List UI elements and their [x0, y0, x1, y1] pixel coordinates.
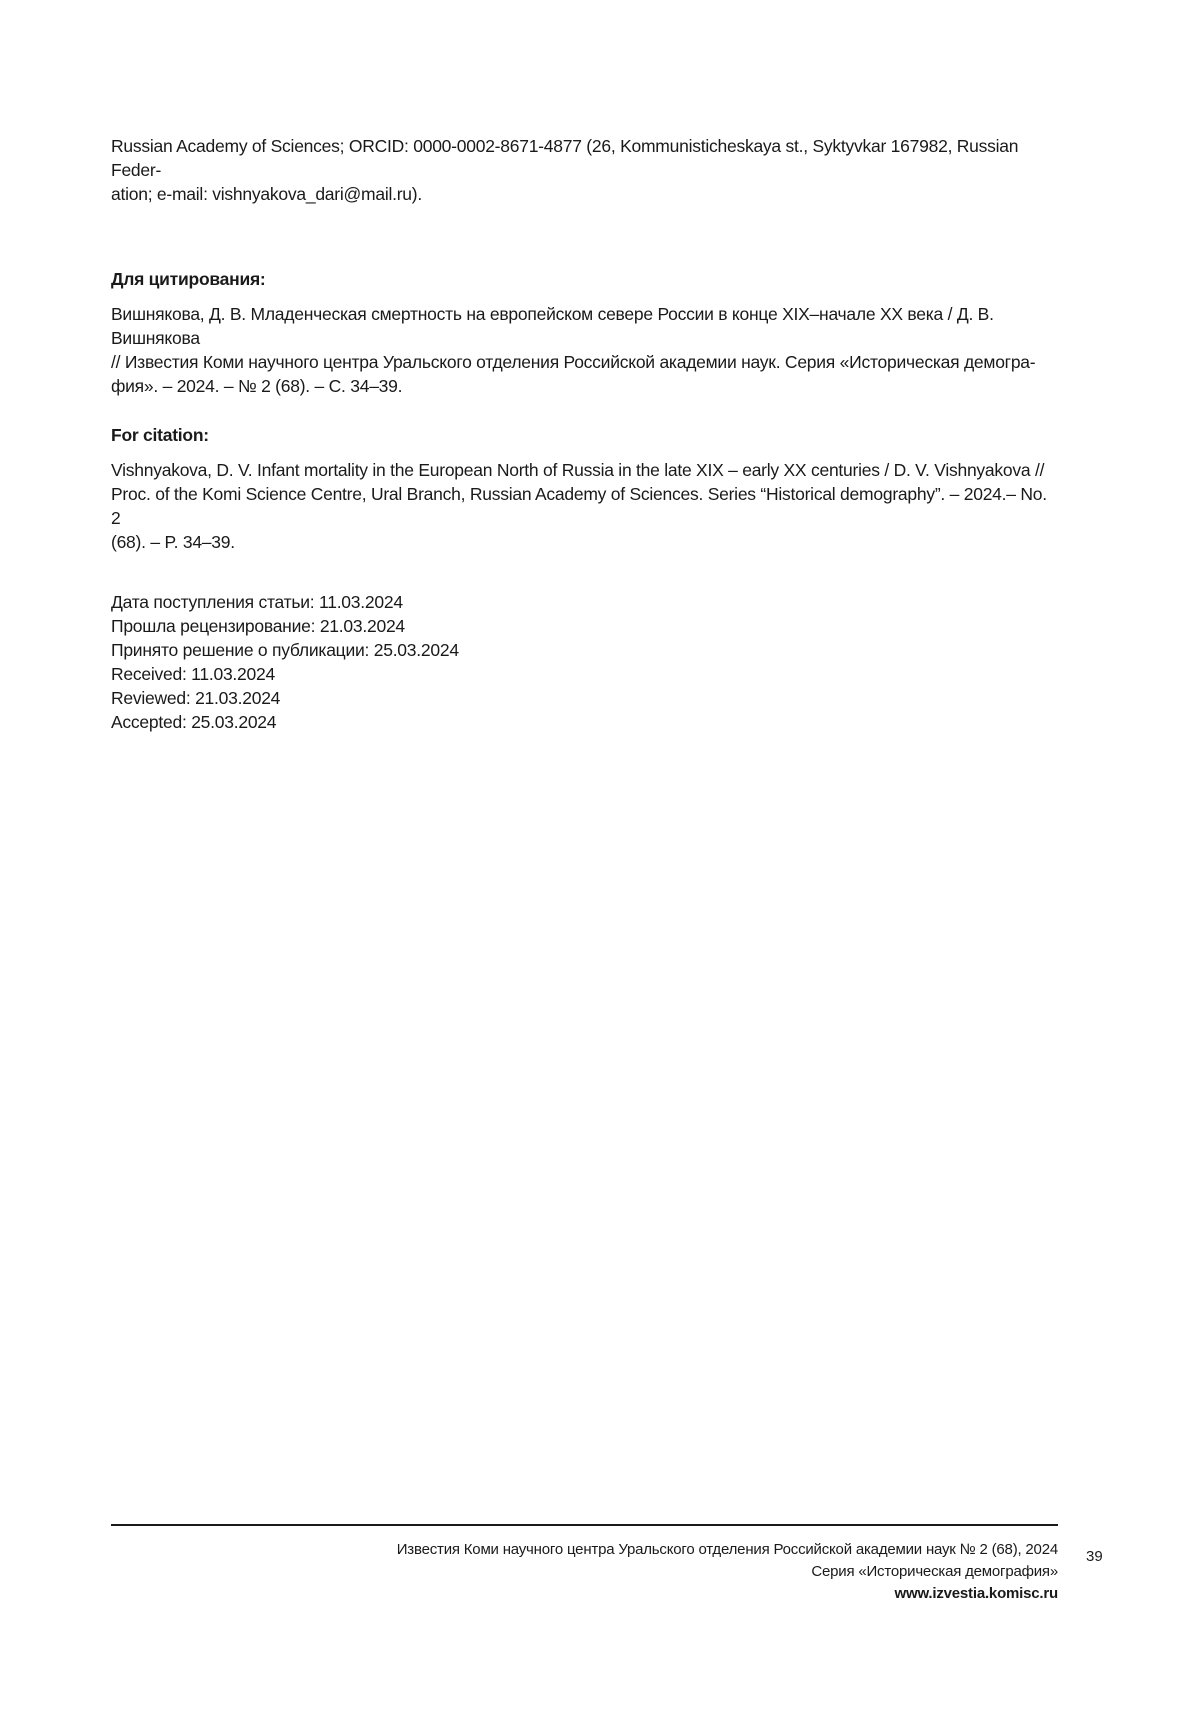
affiliation-line: Russian Academy of Sciences; ORCID: 0000-0002-8671-4877 (26, Kommunisticheskaya st., Syktyvkar 167982, Russian Feder- — [111, 136, 1019, 180]
footer-journal-info — [397, 1539, 1058, 1605]
footer-website-link[interactable]: www.izvestia.komisc.ru — [894, 1585, 1058, 1602]
page-number: 39 — [1086, 1548, 1103, 1565]
date-accepted-ru: Принято решение о публикации: 25.03.2024 — [111, 640, 459, 660]
date-received-en: Received: 11.03.2024 — [111, 664, 275, 684]
citation-ru-line: фия». – 2024. – № 2 (68). – С. 34–39. — [111, 376, 403, 396]
citation-en-block — [111, 422, 1058, 554]
footer-series: Серия «Историческая демография» — [811, 1563, 1058, 1580]
citation-ru-heading: Для цитирования: — [111, 269, 266, 289]
footer-divider — [111, 1524, 1058, 1526]
date-accepted-en: Accepted: 25.03.2024 — [111, 712, 277, 732]
citation-en-line: Proc. of the Komi Science Centre, Ural Branch, Russian Academy of Sciences. Series “Historical demography”. – 2024.– No. 2 — [111, 484, 1047, 528]
date-received-ru: Дата поступления статьи: 11.03.2024 — [111, 592, 403, 612]
date-reviewed-ru: Прошла рецензирование: 21.03.2024 — [111, 616, 405, 636]
citation-ru-line: // Известия Коми научного центра Уральского отделения Российской академии наук. Серия «Историческая демогра- — [111, 352, 1036, 372]
author-affiliation — [111, 134, 1058, 206]
page-footer — [111, 1524, 1058, 1602]
article-dates — [111, 590, 1058, 734]
citation-ru-block — [111, 266, 1058, 398]
article-page-body — [111, 134, 1058, 734]
citation-en-heading: For citation: — [111, 425, 209, 445]
date-reviewed-en: Reviewed: 21.03.2024 — [111, 688, 281, 708]
citation-en-line: (68). – P. 34–39. — [111, 532, 235, 552]
affiliation-line: ation; e-mail: vishnyakova_dari@mail.ru). — [111, 184, 422, 204]
citation-en-line: Vishnyakova, D. V. Infant mortality in the European North of Russia in the late XIX – early XX centuries / D. V. Vishnyakova // — [111, 460, 1045, 480]
citation-ru-line: Вишнякова, Д. В. Младенческая смертность на европейском севере России в конце XIX–начале XX века / Д. В. Вишнякова — [111, 304, 994, 348]
footer-journal-title: Известия Коми научного центра Уральского отделения Российской академии наук № 2 (68), 2024 — [396, 1541, 1058, 1558]
